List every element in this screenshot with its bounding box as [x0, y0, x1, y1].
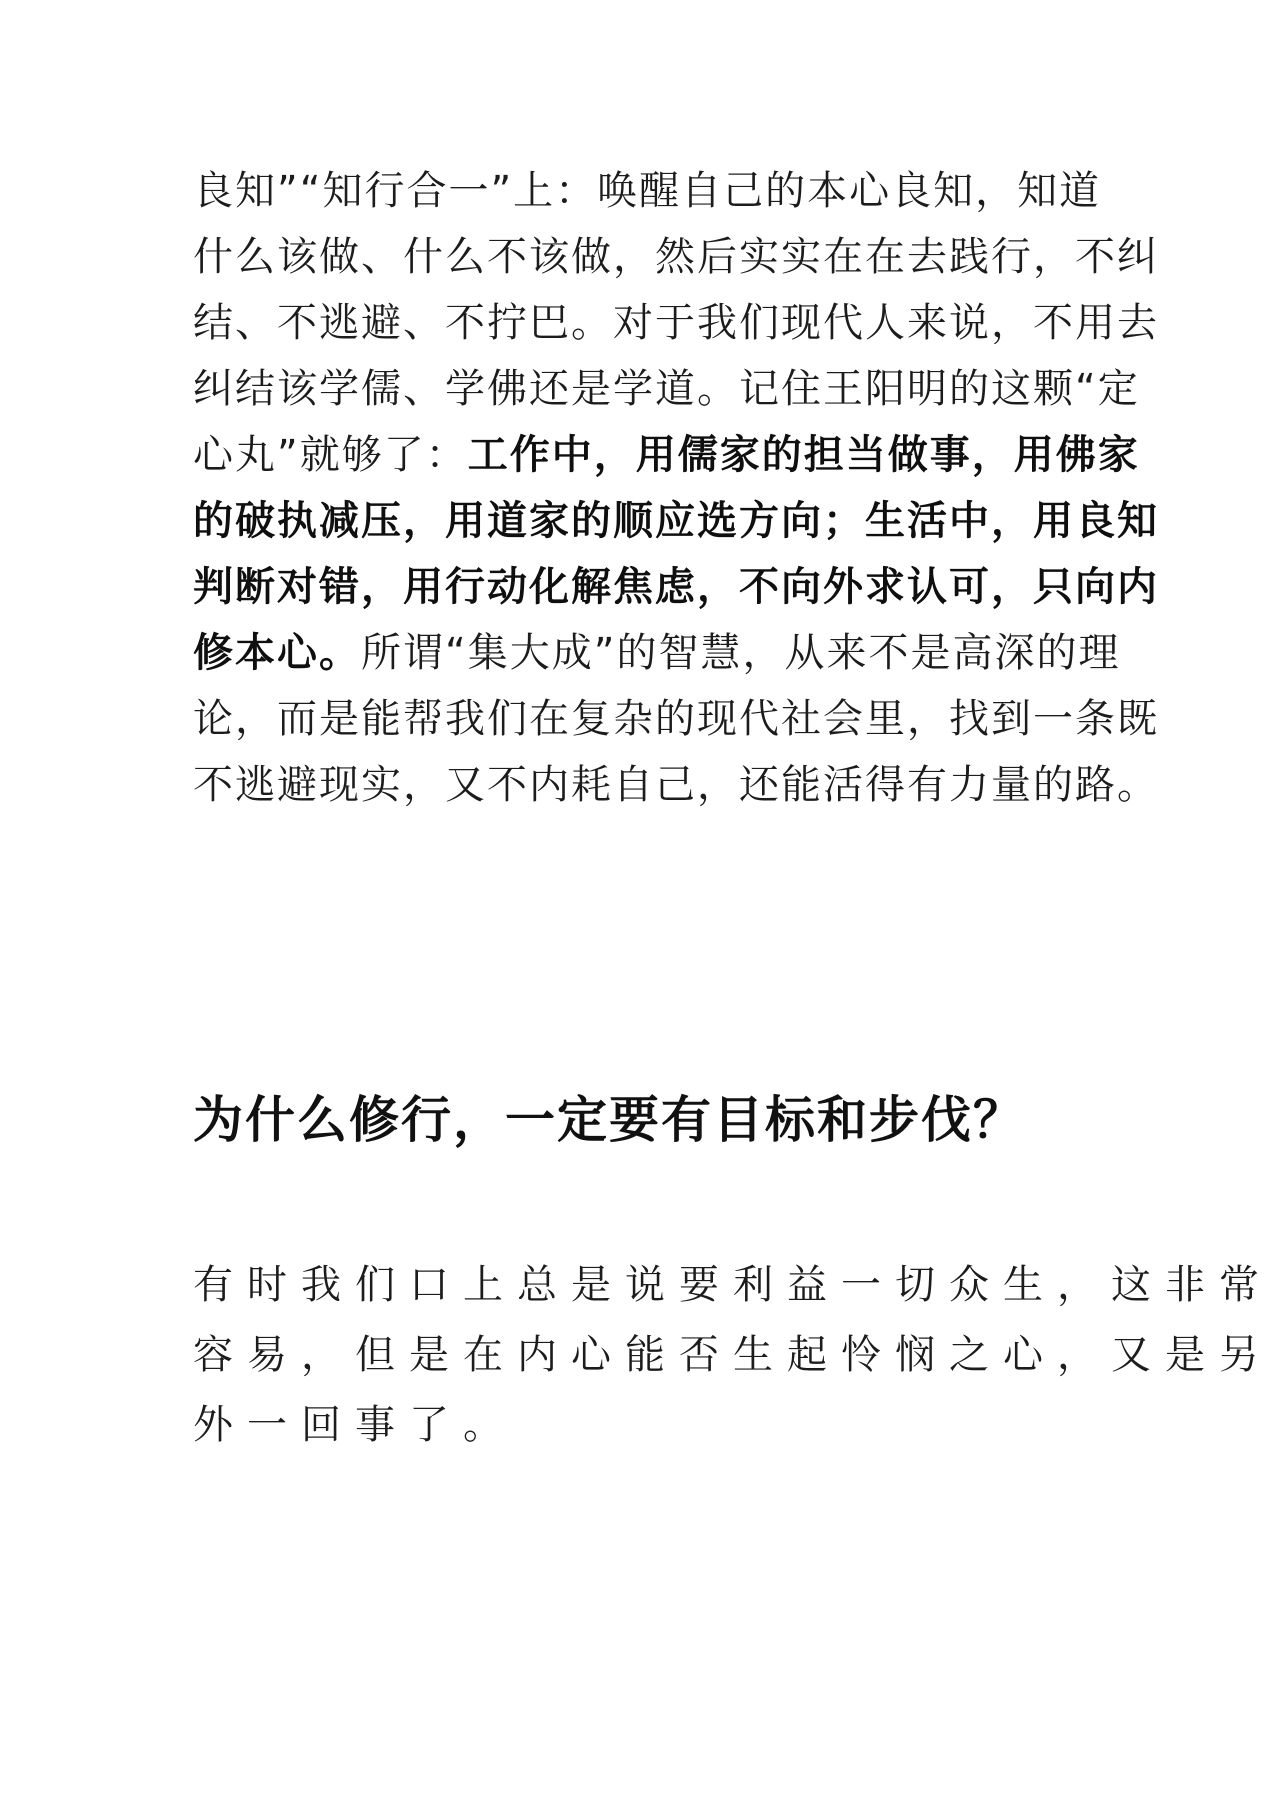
paragraph-line — [193, 686, 1159, 752]
paragraph-line — [193, 422, 1140, 488]
paragraph-line — [193, 290, 1159, 356]
emphasized-text-run: 判断对错，用行动化解焦虑，不向外求认可，只向内 — [193, 564, 1159, 610]
paragraph-line: 容易，但是在内心能否生起怜悯之心，又是另 — [193, 1332, 1273, 1378]
text-run: 论，而是能帮我们在复杂的现代社会里，找到一条既 — [193, 696, 1159, 742]
paragraph-line — [193, 158, 1102, 224]
paragraph-line — [193, 488, 1159, 554]
text-run: 结、不逃避、不拧巴。对于我们现代人来说，不用去 — [193, 300, 1159, 346]
emphasized-text-run: 的破执减压，用道家的顺应选方向；生活中，用良知 — [193, 498, 1159, 544]
paragraph-line — [193, 620, 1121, 686]
emphasized-text-run: 修本心。 — [193, 630, 361, 676]
text-run: 纠结该学儒、学佛还是学道。记住王阳明的这颗“定 — [193, 366, 1140, 412]
body-paragraph-1 — [193, 158, 1159, 818]
paragraph-line — [193, 356, 1140, 422]
text-run: 所谓“集大成”的智慧，从来不是高深的理 — [361, 630, 1121, 676]
paragraph-line: 有时我们口上总是说要利益一切众生，这非常 — [193, 1262, 1273, 1308]
paragraph-line — [193, 224, 1159, 290]
text-run: 什么该做、什么不该做，然后实实在在去践行，不纠 — [193, 234, 1159, 280]
text-run: 心丸”就够了： — [193, 432, 468, 478]
paragraph-line: 外一回事了。 — [193, 1402, 517, 1448]
body-paragraph-2 — [193, 1250, 1273, 1460]
emphasized-text-run: 工作中，用儒家的担当做事，用佛家 — [467, 432, 1140, 478]
paragraph-line — [193, 554, 1159, 620]
paragraph-line — [193, 752, 1159, 818]
text-run: 不逃避现实，又不内耗自己，还能活得有力量的路。 — [193, 762, 1159, 808]
section-heading: 为什么修行，一定要有目标和步伐？ — [193, 1091, 1025, 1149]
text-run: 良知”“知行合一”上：唤醒自己的本心良知，知道 — [193, 168, 1102, 214]
